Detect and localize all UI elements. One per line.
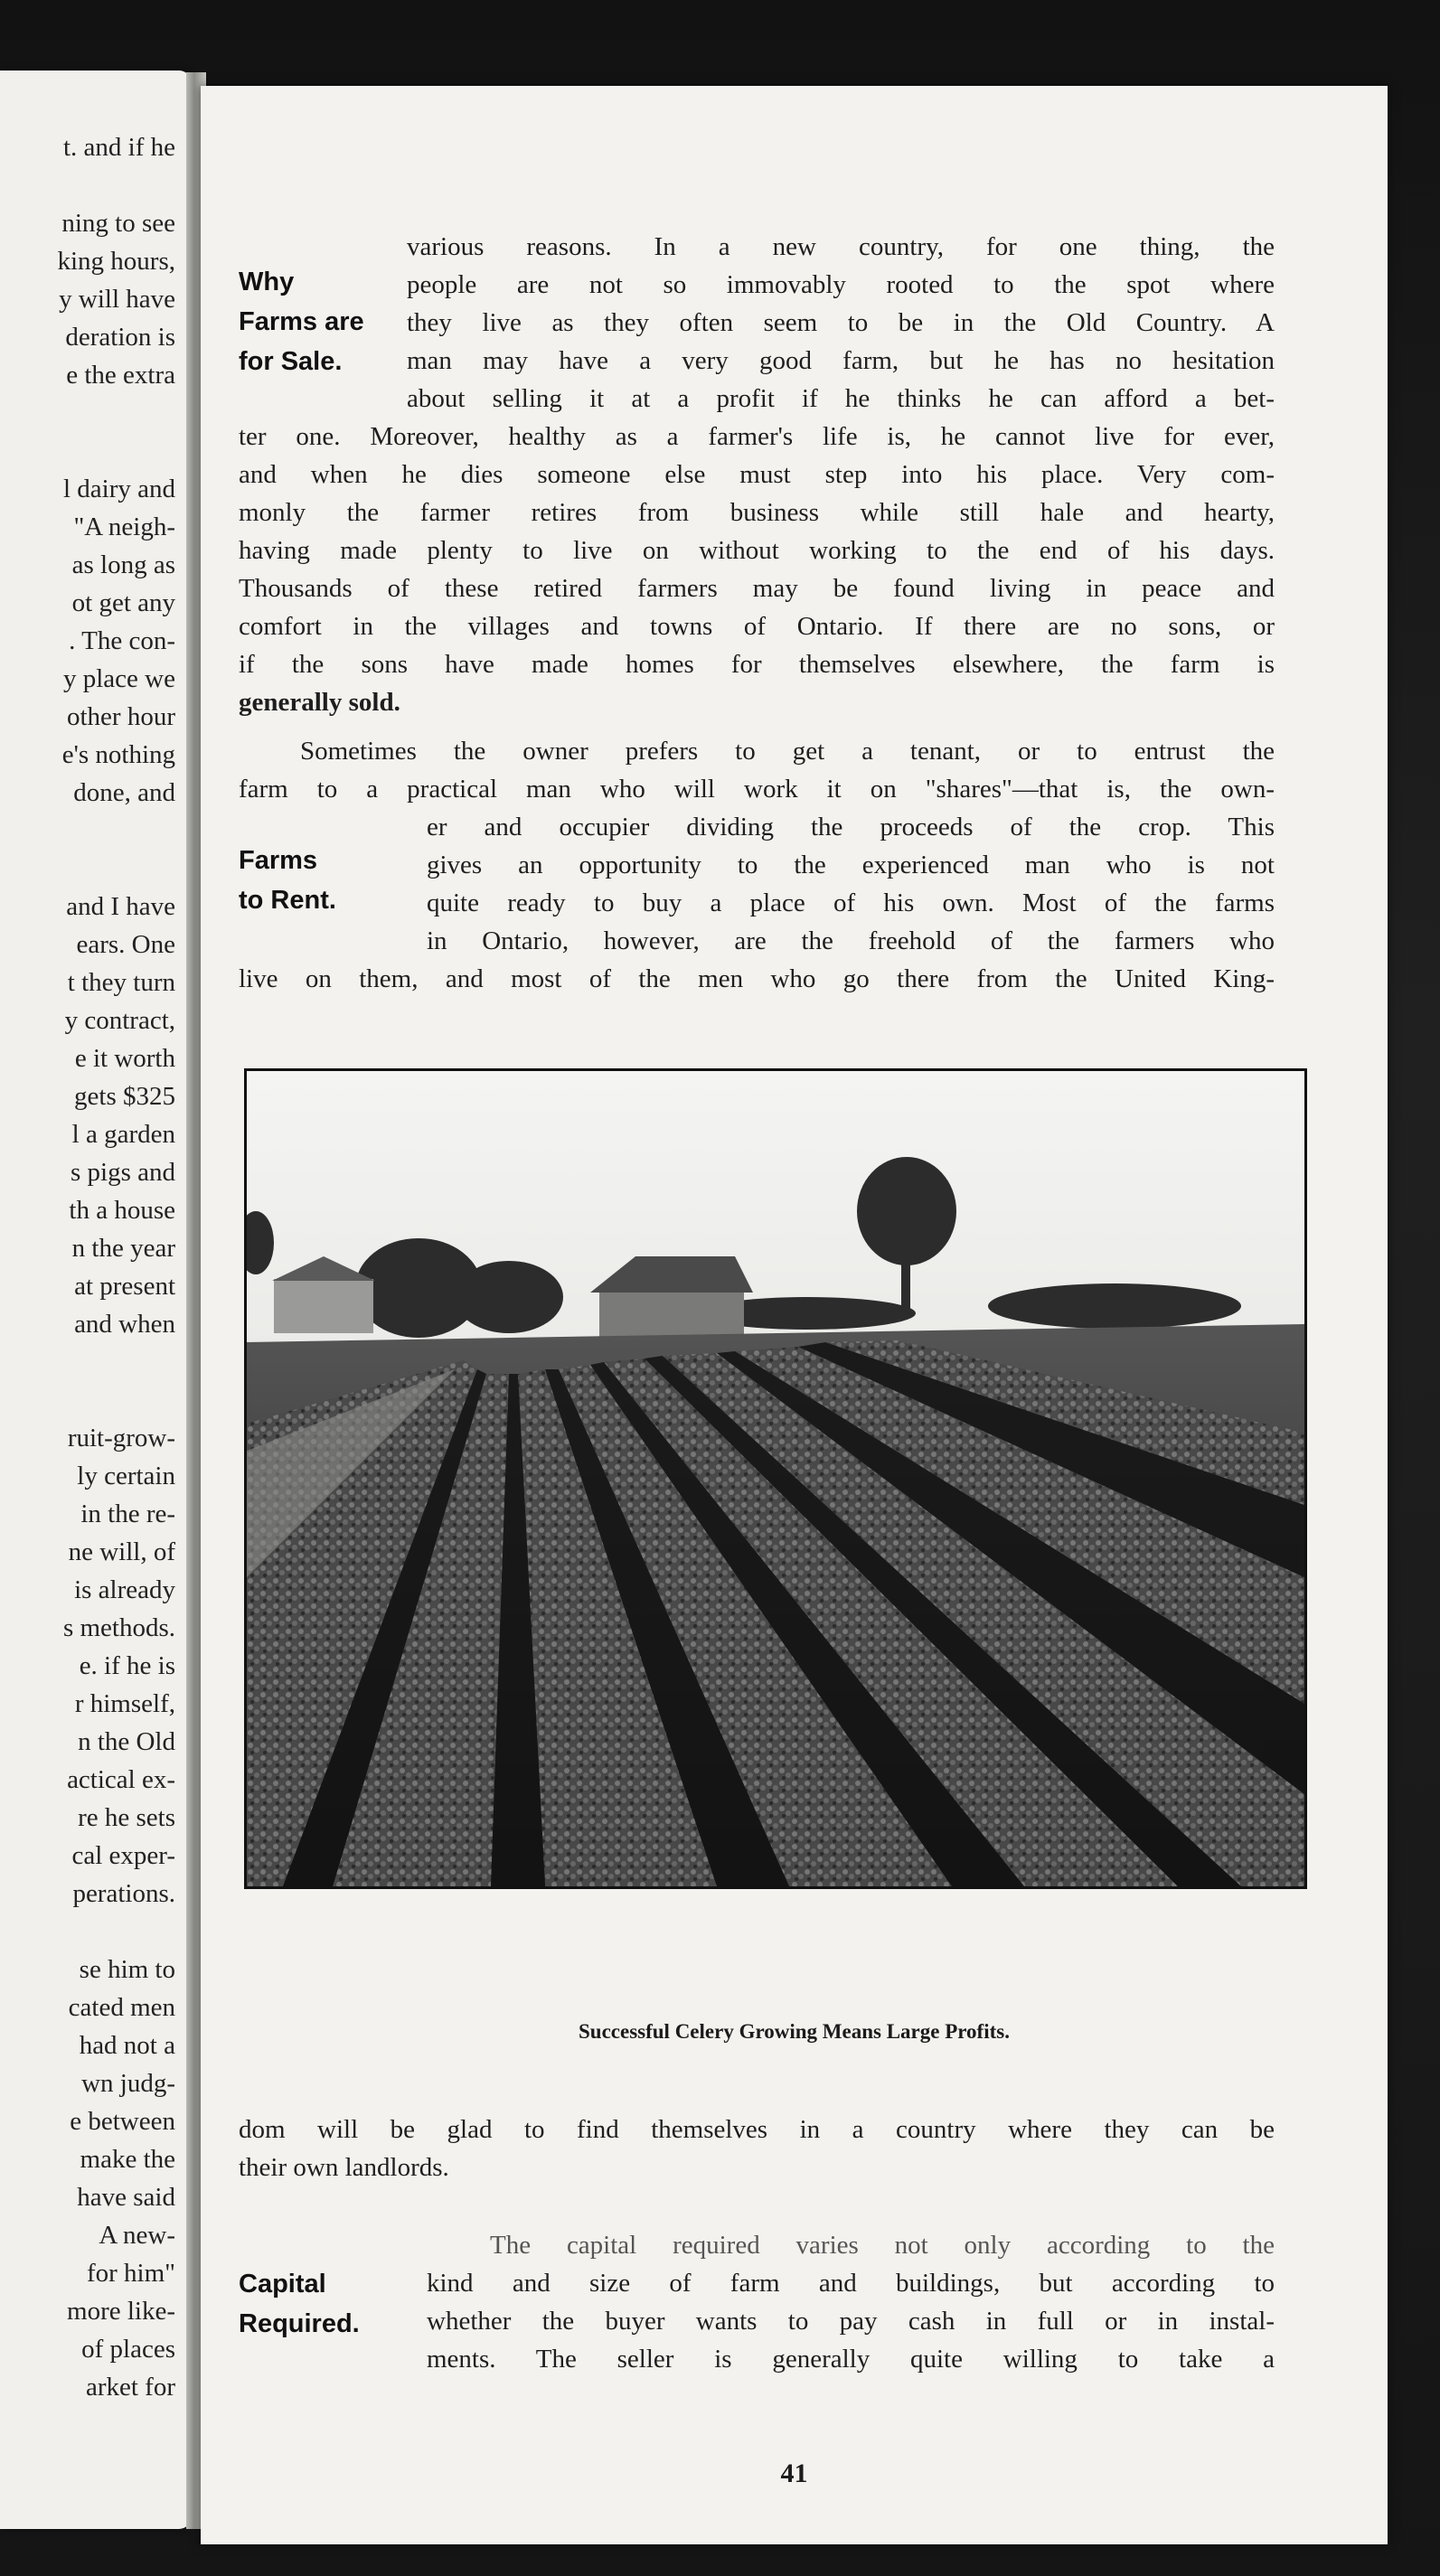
left-column-line: king hours, — [57, 247, 175, 276]
text-line: various reasons. In a new country, for one thing, the — [407, 232, 1275, 261]
left-column-line: ne will, of — [68, 1537, 175, 1566]
left-column-line: other hour — [67, 702, 175, 731]
left-column-line: se him to — [79, 1955, 175, 1984]
text-line: whether the buyer wants to pay cash in full or in instal- — [427, 2307, 1275, 2336]
left-column-line: "A neigh- — [73, 512, 175, 541]
left-column-line: perations. — [72, 1879, 175, 1908]
side-heading-capital — [239, 2264, 360, 2344]
left-column-line: e between — [70, 2107, 175, 2136]
left-page — [0, 71, 192, 2529]
text-line: Sometimes the owner prefers to get a tenant, or to entrust the — [300, 737, 1275, 766]
left-column-line: done, and — [73, 778, 175, 807]
celery-field-illustration — [247, 1071, 1304, 1886]
left-column-line: for him" — [86, 2259, 175, 2288]
text-line: their own landlords. — [239, 2153, 449, 2182]
text-line: kind and size of farm and buildings, but according to — [427, 2269, 1275, 2298]
text-line: farm to a practical man who will work it on "shares"—that is, the own- — [239, 775, 1275, 804]
left-column-line: y will have — [59, 285, 175, 314]
left-column-line: in the re- — [80, 1500, 175, 1528]
photo-caption: Successful Celery Growing Means Large Profits. — [579, 2020, 1010, 2043]
left-column-line: arket for — [85, 2373, 175, 2402]
left-column-line: gets $325 — [74, 1082, 175, 1111]
left-column-line: wn judg- — [81, 2069, 175, 2098]
left-column-line: l a garden — [71, 1120, 175, 1149]
text-line: comfort in the villages and towns of Ontario. If there are no sons, or — [239, 612, 1275, 641]
left-column-line: cal exper- — [71, 1841, 175, 1870]
text-line: ments. The seller is generally quite willing to take a — [427, 2345, 1275, 2374]
side-heading-line: Required. — [239, 2309, 360, 2338]
left-column-line: n the Old — [78, 1727, 175, 1756]
left-column-line: deration is — [65, 323, 175, 352]
text-line: man may have a very good farm, but he has no hesitation — [407, 346, 1275, 375]
left-column-line: e's nothing — [61, 740, 175, 769]
text-line: gives an opportunity to the experienced man who is not — [427, 851, 1275, 879]
left-column-line: t. and if he — [62, 133, 175, 162]
left-column-line: ning to see — [61, 209, 175, 238]
left-column-line: l dairy and — [62, 475, 175, 503]
left-column-line: ly certain — [77, 1462, 175, 1490]
left-column-line: had not a — [79, 2031, 175, 2060]
text-line: having made plenty to live on without working to the end of his days. — [239, 536, 1275, 565]
left-column-line: e it worth — [74, 1044, 175, 1073]
text-line: people are not so immovably rooted to the spot where — [407, 270, 1275, 299]
left-column-line: at present — [74, 1272, 175, 1301]
text-line: The capital required varies not only according to the — [490, 2231, 1275, 2260]
left-column-line: is already — [74, 1575, 175, 1604]
left-column-line: t they turn — [67, 968, 175, 997]
text-line: er and occupier dividing the proceeds of the crop. This — [427, 813, 1275, 841]
left-column-line: cated men — [68, 1993, 175, 2022]
left-column-line: more like- — [67, 2297, 175, 2326]
left-column-line: of places — [81, 2335, 175, 2364]
left-column-line: s pigs and — [71, 1158, 175, 1187]
left-column-line: A new- — [99, 2221, 175, 2250]
side-heading-line: Farms — [239, 846, 318, 875]
right-page — [201, 86, 1388, 2544]
page-number: 41 — [780, 2458, 808, 2488]
side-heading-farms-rent — [239, 841, 336, 920]
side-heading-line: Farms are — [239, 307, 364, 336]
left-column-line: y contract, — [64, 1006, 175, 1035]
left-column-line: have said — [77, 2183, 175, 2212]
side-heading-line: to Rent. — [239, 886, 336, 915]
left-column-line: e the extra — [66, 361, 175, 390]
left-column-line: s methods. — [62, 1613, 175, 1642]
text-line: in Ontario, however, are the freehold of the farmers who — [427, 926, 1275, 955]
left-column-line: as long as — [71, 550, 175, 579]
side-heading-line: Why — [239, 268, 295, 296]
text-line: if the sons have made homes for themselves elsewhere, the farm is — [239, 650, 1275, 679]
left-column-line: make the — [80, 2145, 175, 2174]
left-column-line: ruit-grow- — [67, 1424, 175, 1453]
left-column-line: e. if he is — [79, 1651, 175, 1680]
text-line: dom will be glad to find themselves in a country where they can be — [239, 2115, 1275, 2144]
left-column-line: re he sets — [78, 1803, 175, 1832]
left-column-line: actical ex- — [67, 1765, 175, 1794]
text-line: live on them, and most of the men who go there from the United King- — [239, 964, 1275, 993]
text-line: ter one. Moreover, healthy as a farmer's life is, he cannot live for ever, — [239, 422, 1275, 451]
text-line: Thousands of these retired farmers may be found living in peace and — [239, 574, 1275, 603]
left-column-line: ears. One — [76, 930, 175, 959]
celery-field-photo — [244, 1068, 1307, 1889]
left-column-line: ot get any — [71, 588, 175, 617]
side-heading-line: for Sale. — [239, 347, 343, 376]
left-column-line: th a house — [69, 1196, 175, 1225]
left-column-line: and when — [74, 1310, 175, 1339]
text-line: and when he dies someone else must step into his place. Very com- — [239, 460, 1275, 489]
side-heading-line: Capital — [239, 2270, 326, 2299]
text-line: quite ready to buy a place of his own. Most of the farms — [427, 888, 1275, 917]
text-line: about selling it at a profit if he thinks he can afford a bet- — [407, 384, 1275, 413]
text-line: monly the farmer retires from business while still hale and hearty, — [239, 498, 1275, 527]
text-line: they live as they often seem to be in the Old Country. A — [407, 308, 1275, 337]
left-column-line: and I have — [66, 892, 175, 921]
text-line: generally sold. — [239, 688, 400, 717]
left-column-line: y place we — [63, 664, 175, 693]
left-column-line: . The con- — [69, 626, 175, 655]
left-column-line: n the year — [71, 1234, 175, 1263]
left-column-line: r himself, — [74, 1689, 175, 1718]
side-heading-why-farms — [239, 262, 364, 381]
